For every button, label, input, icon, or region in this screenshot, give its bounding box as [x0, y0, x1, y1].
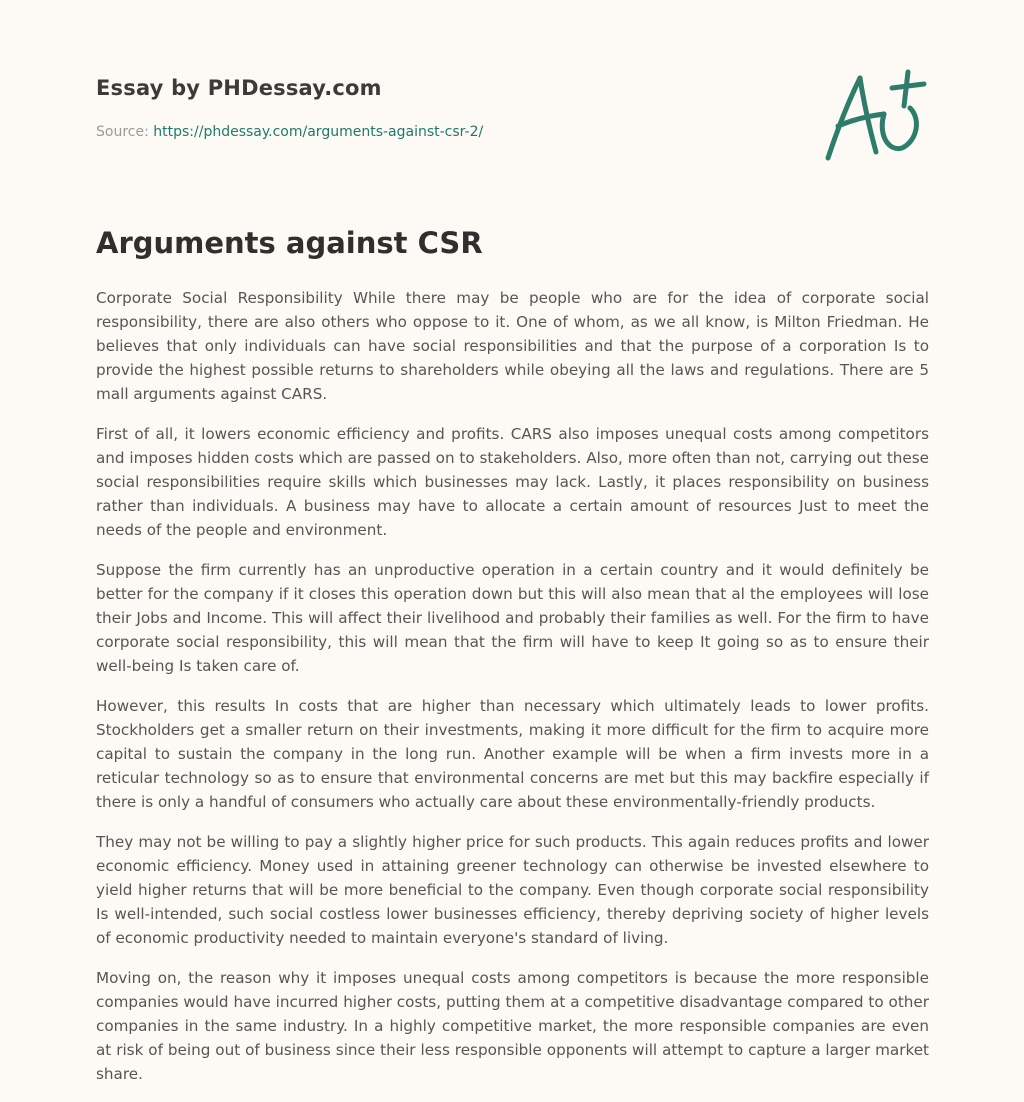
- essay-paragraph: Corporate Social Responsibility While there may be people who are for the idea of corporate social responsibility, there are also others who oppose to it. One of whom, as we all know, is Milton Friedman. He believes that only individuals can have social responsibilities and that the purpose of a corporation Is to provide the highest possible returns to shareholders while obeying all the laws and regulations. There are 5 mall arguments against CARS.: [96, 289, 929, 403]
- essay-paragraph: First of all, it lowers economic efficiency and profits. CARS also imposes unequal costs among competitors and imposes hidden costs which are passed on to stakeholders. Also, more often than not, carrying out these social responsibilities require skills which businesses may lack. Lastly, it places responsibility on business rather than individuals. A business may have to allocate a certain amount of resources Just to meet the needs of the people and environment.: [96, 425, 929, 539]
- essay-paragraph: However, this results In costs that are higher than necessary which ultimately leads to lower profits. Stockholders get a smaller return on their investments, making it more difficult for the firm to acquire more capital to sustain the company in the long run. Another example will be when a firm invests more in a reticular technology so as to ensure that environmental concerns are met but this may backfire especially if there is only a handful of consumers who actually care about these environmentally-friendly products.: [96, 697, 929, 811]
- source-label: Source:: [96, 124, 154, 140]
- a-plus-logo: [818, 64, 930, 168]
- source-link[interactable]: https://phdessay.com/arguments-against-csr-2/: [153, 124, 484, 140]
- essay-paragraph: Moving on, the reason why it imposes unequal costs among competitors is because the more responsible companies would have incurred higher costs, putting them at a competitive disadvantage compared to other companies in the same industry. In a highly competitive market, the more responsible companies are even at risk of being out of business since their less responsible opponents will attempt to capture a larger market share.: [96, 969, 929, 1083]
- essay-paragraph: Suppose the firm currently has an unproductive operation in a certain country and it would definitely be better for the company if it closes this operation down but this will also mean that al the employees will lose their Jobs and Income. This will affect their livelihood and probably their families as well. For the firm to have corporate social responsibility, this will mean that the firm will have to keep It going so as to ensure their well-being Is taken care of.: [96, 561, 929, 675]
- essay-title: Arguments against CSR: [96, 226, 483, 260]
- essay-paragraph: They may not be willing to pay a slightly higher price for such products. This again reduces profits and lower economic efficiency. Money used in attaining greener technology can otherwise be invested elsewhere to yield higher returns that will be more beneficial to the company. Even though corporate social responsibility Is well-intended, such social costless lower businesses efficiency, thereby depriving society of higher levels of economic productivity needed to maintain everyone's standard of living.: [96, 833, 929, 947]
- essay-body: [96, 286, 929, 1102]
- source-line: [96, 124, 483, 140]
- site-brand: Essay by PHDessay.com: [96, 76, 382, 100]
